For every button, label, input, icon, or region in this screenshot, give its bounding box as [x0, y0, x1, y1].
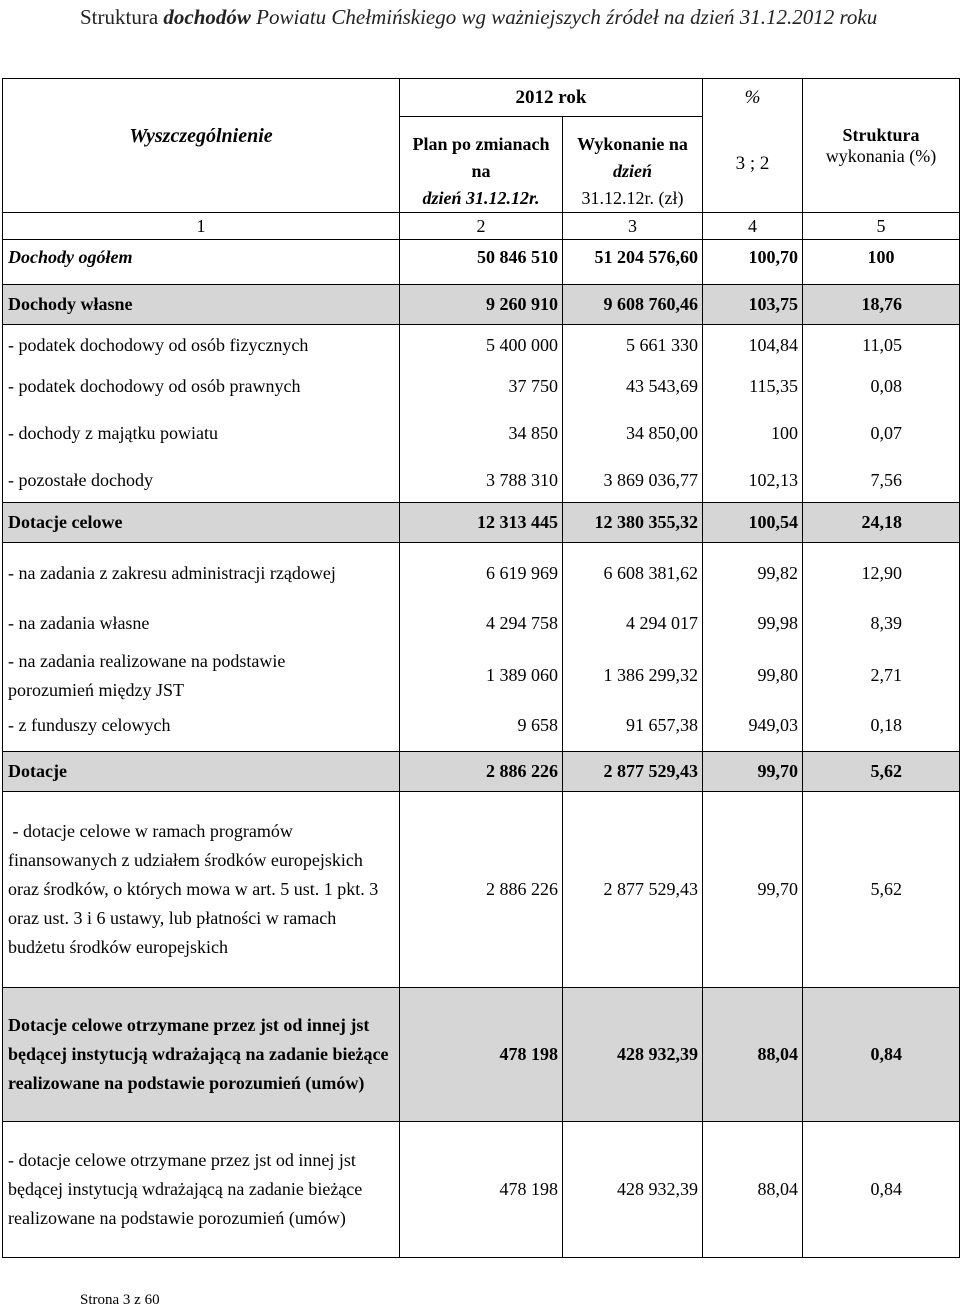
table-row	[3, 1122, 960, 1258]
header-execution-line3: 31.12.12r. (zł)	[581, 188, 684, 208]
row-label: - pozostałe dochody	[3, 460, 400, 503]
title-prefix: Struktura	[80, 5, 164, 29]
table-row	[3, 752, 960, 792]
row-pct: 102,13	[703, 460, 803, 503]
row-struct: 24,18	[803, 503, 960, 543]
page-title	[80, 2, 940, 33]
row-exec: 428 932,39	[563, 988, 703, 1122]
row-label: - dotacje celowe otrzymane przez jst od innej jst będącej instytucją wdrażającą na zadanie bieżące realizowane na podstawie porozumień (umów)	[3, 1122, 400, 1258]
row-pct: 103,75	[703, 285, 803, 325]
row-plan: 2 886 226	[400, 752, 563, 792]
row-plan: 34 850	[400, 407, 563, 460]
colnum-2: 2	[400, 213, 563, 240]
row-label: - podatek dochodowy od osób fizycznych	[3, 325, 400, 366]
footer-page-number: 3	[122, 1292, 131, 1308]
row-label: - na zadania realizowane na podstawie porozumień między JST	[3, 643, 400, 709]
colnum-4: 4	[703, 213, 803, 240]
row-struct: 5,62	[803, 752, 960, 792]
row-struct: 18,76	[803, 285, 960, 325]
table-row	[3, 988, 960, 1122]
row-struct: 0,08	[803, 366, 960, 407]
row-struct: 11,05	[803, 325, 960, 366]
header-plan-label: Plan po zmianach na	[412, 134, 550, 181]
row-exec: 9 608 760,46	[563, 285, 703, 325]
header-execution-line2: dzień	[613, 161, 653, 181]
row-struct: 100	[803, 240, 960, 275]
row-pct: 99,80	[703, 643, 803, 709]
row-exec: 2 877 529,43	[563, 752, 703, 792]
row-pct: 99,70	[703, 792, 803, 988]
row-struct: 5,62	[803, 792, 960, 988]
header-plan	[400, 117, 563, 213]
row-pct: 99,82	[703, 543, 803, 605]
row-label: - dochody z majątku powiatu	[3, 407, 400, 460]
table-row	[3, 366, 960, 407]
row-plan: 37 750	[400, 366, 563, 407]
header-ratio: 3 ; 2	[703, 117, 803, 213]
row-label: - dotacje celowe w ramach programów finansowanych z udziałem środków europejskich oraz środków, o których mowa w art. 5 ust. 1 pkt. 3 oraz ust. 3 i 6 ustawy, lub płatności w ramach budżetu środków europejskich	[3, 792, 400, 988]
row-pct: 949,03	[703, 709, 803, 742]
row-pct: 100	[703, 407, 803, 460]
row-exec: 6 608 381,62	[563, 543, 703, 605]
table-row	[3, 240, 960, 275]
row-plan: 1 389 060	[400, 643, 563, 709]
row-label: Dotacje celowe otrzymane przez jst od innej jst będącej instytucją wdrażającą na zadanie bieżące realizowane na podstawie porozumień (umów)	[3, 988, 400, 1122]
row-label: - podatek dochodowy od osób prawnych	[3, 366, 400, 407]
row-plan: 50 846 510	[400, 240, 563, 275]
row-exec: 51 204 576,60	[563, 240, 703, 275]
row-label: Dotacje	[3, 752, 400, 792]
header-execution	[563, 117, 703, 213]
footer-separator: z	[130, 1292, 145, 1308]
footer-page-total: 60	[144, 1292, 160, 1308]
row-pct: 104,84	[703, 325, 803, 366]
row-exec: 2 877 529,43	[563, 792, 703, 988]
header-plan-date: dzień 31.12.12r.	[422, 188, 540, 208]
spacer-row	[3, 742, 960, 752]
row-label: Dochody własne	[3, 285, 400, 325]
header-structure-filler	[803, 169, 960, 213]
table-row	[3, 792, 960, 988]
row-exec: 4 294 017	[563, 605, 703, 643]
row-label: - na zadania z zakresu administracji rządowej	[3, 543, 400, 605]
row-pct: 100,54	[703, 503, 803, 543]
row-struct: 0,84	[803, 988, 960, 1122]
row-pct: 99,98	[703, 605, 803, 643]
header-structure-line1: Struktura	[842, 124, 920, 145]
row-label: - na zadania własne	[3, 605, 400, 643]
row-struct: 2,71	[803, 643, 960, 709]
row-label: Dotacje celowe	[3, 503, 400, 543]
title-rest: Powiatu Chełmińskiego wg ważniejszych źródeł na dzień 31.12.2012 roku	[250, 5, 878, 29]
row-plan: 9 260 910	[400, 285, 563, 325]
row-label: Dochody ogółem	[3, 240, 400, 275]
table-row	[3, 285, 960, 325]
table-row	[3, 503, 960, 543]
header-year-group: 2012 rok	[400, 79, 703, 117]
row-struct: 0,84	[803, 1122, 960, 1258]
row-exec: 12 380 355,32	[563, 503, 703, 543]
table-row	[3, 407, 960, 460]
table-row	[3, 643, 960, 709]
title-bold-word: dochodów	[163, 5, 251, 29]
colnum-3: 3	[563, 213, 703, 240]
header-structure	[803, 79, 960, 169]
row-pct: 100,70	[703, 240, 803, 275]
income-structure-table	[2, 78, 960, 1258]
table-row	[3, 709, 960, 742]
table-row	[3, 325, 960, 366]
header-execution-line1: Wykonanie na	[577, 134, 688, 154]
row-plan: 9 658	[400, 709, 563, 742]
colnum-1: 1	[3, 213, 400, 240]
colnum-5: 5	[803, 213, 960, 240]
page-footer	[80, 1292, 160, 1309]
header-specification: Wyszczególnienie	[3, 79, 400, 213]
row-plan: 6 619 969	[400, 543, 563, 605]
row-label: - z funduszy celowych	[3, 709, 400, 742]
row-struct: 0,07	[803, 407, 960, 460]
row-plan: 5 400 000	[400, 325, 563, 366]
row-exec: 428 932,39	[563, 1122, 703, 1258]
row-exec: 3 869 036,77	[563, 460, 703, 503]
row-struct: 0,18	[803, 709, 960, 742]
row-plan: 12 313 445	[400, 503, 563, 543]
row-exec: 34 850,00	[563, 407, 703, 460]
row-plan: 478 198	[400, 1122, 563, 1258]
row-exec: 91 657,38	[563, 709, 703, 742]
row-struct: 7,56	[803, 460, 960, 503]
row-exec: 1 386 299,32	[563, 643, 703, 709]
row-pct: 115,35	[703, 366, 803, 407]
row-plan: 478 198	[400, 988, 563, 1122]
row-plan: 3 788 310	[400, 460, 563, 503]
row-pct: 88,04	[703, 1122, 803, 1258]
header-percent-group: %	[703, 79, 803, 117]
spacer-row	[3, 275, 960, 285]
row-exec: 5 661 330	[563, 325, 703, 366]
row-pct: 88,04	[703, 988, 803, 1122]
row-pct: 99,70	[703, 752, 803, 792]
footer-prefix: Strona	[80, 1292, 123, 1308]
row-plan: 4 294 758	[400, 605, 563, 643]
table-row	[3, 605, 960, 643]
header-structure-line2: wykonania (%)	[825, 145, 937, 166]
row-plan: 2 886 226	[400, 792, 563, 988]
row-exec: 43 543,69	[563, 366, 703, 407]
row-struct: 12,90	[803, 543, 960, 605]
table-row	[3, 543, 960, 605]
row-struct: 8,39	[803, 605, 960, 643]
table-row	[3, 460, 960, 503]
